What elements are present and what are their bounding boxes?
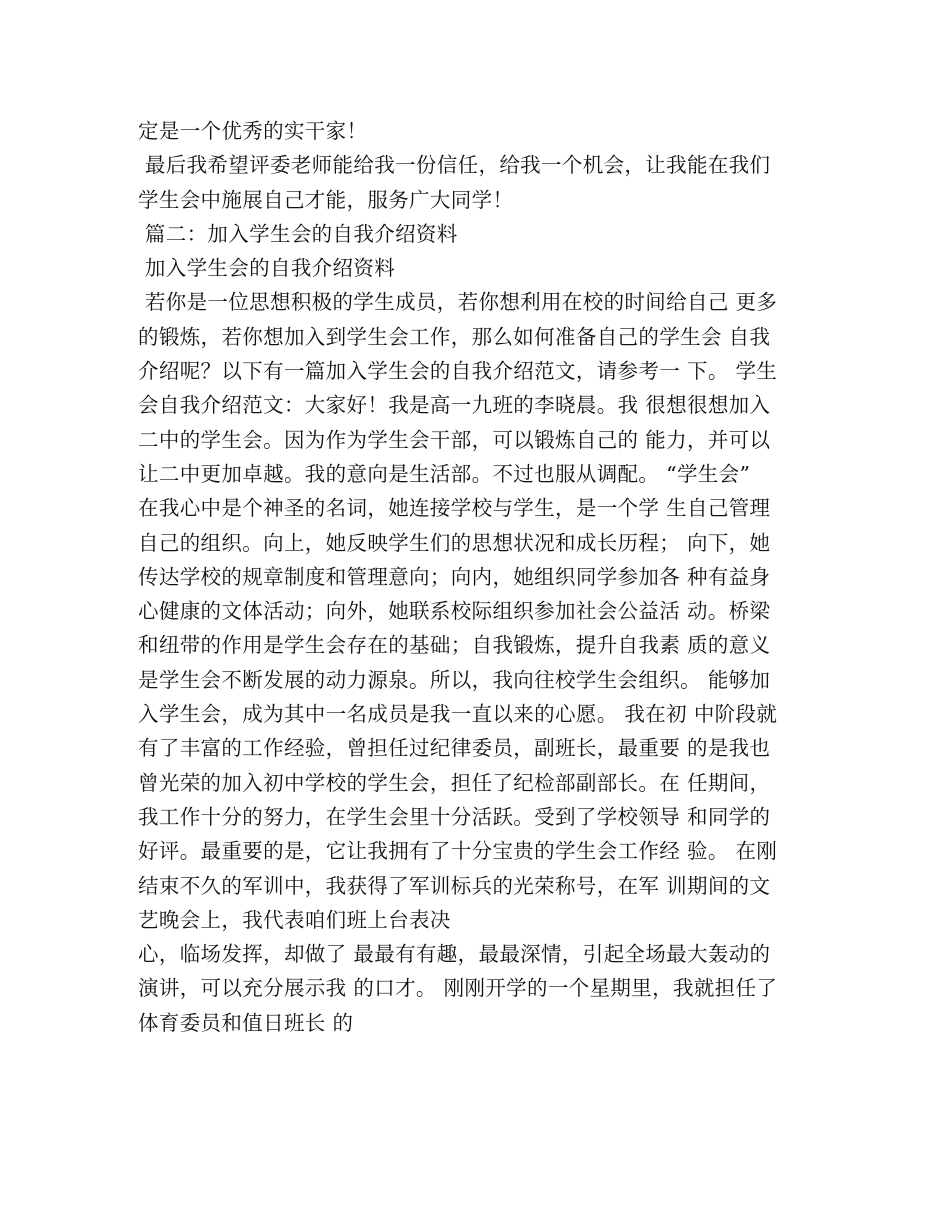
- text-line: 曾光荣的加入初中学校的学生会，担任了纪检部副部长。在 任期间，: [138, 770, 771, 795]
- text-line: 定是一个优秀的实干家！: [138, 119, 368, 143]
- text-line: 心，临场发挥，却做了 最最有有趣，最最深情，引起全场最大轰动的: [138, 942, 771, 967]
- section-subtitle: 加入学生会的自我介绍资料: [138, 256, 396, 281]
- text-line: 和纽带的作用是学生会存在的基础；自我锻炼，提升自我素 质的意义: [138, 633, 771, 658]
- text-line: 我工作十分的努力，在学生会里十分活跃。受到了学校领导 和同学的: [138, 804, 771, 829]
- text-line: 入学生会，成为其中一名成员是我一直以来的心愿。 我在初 中阶段就: [138, 702, 778, 727]
- text-line: 体育委员和值日班长 的: [138, 1010, 354, 1035]
- text-line: 有了丰富的工作经验，曾担任过纪律委员，副班长，最重要 的是我也: [138, 736, 771, 761]
- section-heading: 篇二：加入学生会的自我介绍资料: [138, 221, 458, 246]
- text-line: 若你是一位思想积极的学生成员，若你想利用在校的时间给自己 更多: [138, 290, 778, 315]
- text-line: 传达学校的规章制度和管理意向；向内，她组织同学参加各 种有益身: [138, 564, 771, 589]
- text-line: 艺晚会上，我代表咱们班上台表决: [138, 907, 451, 932]
- document-body-text: [138, 114, 818, 1040]
- text-line: 二中的学生会。因为作为学生会干部，可以锻炼自己的 能力，并可以: [138, 427, 771, 452]
- text-line: 在我心中是个神圣的名词，她连接学校与学生，是一个学 生自己管理: [138, 496, 771, 521]
- text-line: 的锻炼，若你想加入到学生会工作，那么如何准备自己的学生会 自我: [138, 324, 771, 349]
- text-line: 自己的组织。向上，她反映学生们的思想状况和成长历程； 向下，她: [138, 530, 771, 555]
- text-line: 心健康的文体活动；向外，她联系校际组织参加社会公益活 动。桥梁: [138, 599, 771, 624]
- text-line: 最后我希望评委老师能给我一份信任，给我一个机会，让我能在我们: [138, 153, 771, 178]
- text-line: 演讲，可以充分展示我 的口才。 刚刚开学的一个星期里，我就担任了: [138, 976, 778, 1001]
- text-line: 让二中更加卓越。我的意向是生活部。不过也服从调配。 “学生会”: [138, 461, 751, 486]
- text-line: 结束不久的军训中，我获得了军训标兵的光荣称号，在军 训期间的文: [138, 873, 771, 898]
- text-line: 好评。最重要的是，它让我拥有了十分宝贵的学生会工作经 验。 在刚: [138, 839, 778, 864]
- text-line: 介绍呢？以下有一篇加入学生会的自我介绍范文，请参考一 下。 学生: [138, 359, 778, 384]
- text-line: 学生会中施展自己才能，服务广大同学！: [138, 187, 514, 212]
- text-line: 是学生会不断发展的动力源泉。所以，我向往校学生会组织。 能够加: [138, 667, 771, 692]
- text-line: 会自我介绍范文：大家好！我是高一九班的李晓晨。我 很想很想加入: [138, 393, 771, 418]
